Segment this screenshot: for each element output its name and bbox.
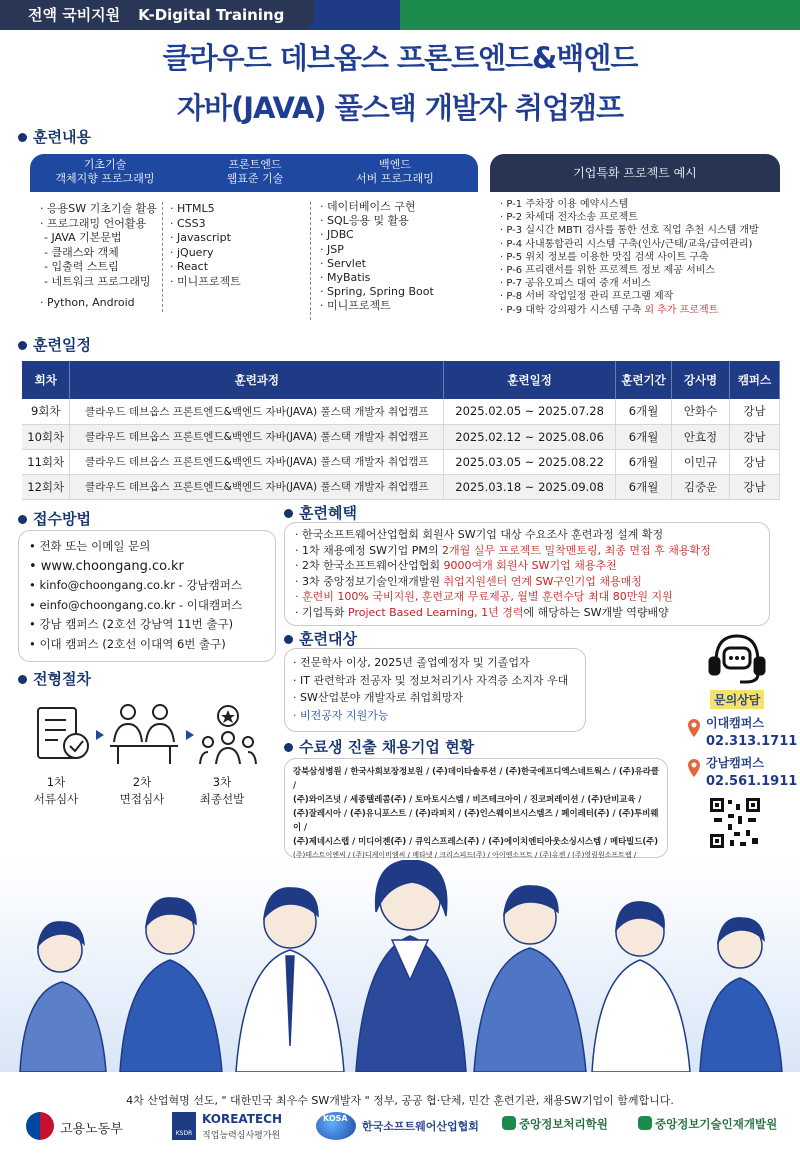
- list-item: · React: [170, 260, 209, 273]
- col1-list: [40, 202, 170, 311]
- cell: 강남: [729, 399, 779, 424]
- list-item: · 미니프로젝트: [320, 299, 391, 313]
- company-line: (주)와이즈넛 / 세종텔레콤(주) / 토마토시스템 / 비즈테크아이 / 진코퍼레이션 / (주)단비교육 /: [293, 794, 642, 804]
- list-item: · MyBatis: [320, 271, 371, 285]
- col2-list: [170, 202, 300, 289]
- apply-item: • 전화 또는 이메일 문의: [29, 539, 151, 553]
- cell: 12회차: [22, 474, 70, 499]
- cell: 강남: [729, 424, 779, 449]
- apply-item: • 이대 캠퍼스 (2호선 이대역 6번 출구): [29, 636, 226, 651]
- list-item: [500, 304, 780, 317]
- highlight: Project Based Learning, 1년 경력: [348, 605, 524, 619]
- target-box: [284, 648, 586, 732]
- company-line: (주)잘레시아 / (주)유니포스트 / (주)라피치 / (주)인스웨이브시스템즈 / 페이레터(주) / (주)투비웨이 /: [293, 808, 659, 832]
- apply-item: • 강남 캠퍼스 (2호선 강남역 11번 출구): [29, 617, 234, 631]
- col-header: 훈련기간: [616, 361, 672, 399]
- list-item: · CSS3: [170, 216, 206, 230]
- email-ewha[interactable]: • einfo@choongang.co.kr - 이대캠퍼스: [29, 597, 243, 612]
- project-list: [500, 198, 780, 317]
- highlight: 2개월 실무 프로젝트 밀착멘토링, 최종 면접 후 채용확정: [441, 543, 711, 557]
- list-item: · 프로그래밍 언어활용: [40, 216, 147, 230]
- location-pin-icon: [686, 718, 702, 738]
- list-item: - 입출력 스트림: [44, 260, 119, 273]
- email-gangnam[interactable]: • kinfo@choongang.co.kr - 강남캠퍼스: [29, 578, 242, 592]
- col1-head-a: 기초기술: [83, 158, 127, 171]
- campus1-label: 이대캠퍼스: [706, 716, 764, 730]
- logo-kosa: KOSA: [323, 1114, 348, 1123]
- cell: 6개월: [616, 449, 672, 474]
- cell: 강남: [729, 474, 779, 499]
- cell: 이민규: [672, 449, 730, 474]
- developers-illustration: [0, 860, 800, 1072]
- project-header: 기업특화 프로젝트 예시: [490, 154, 780, 192]
- table-row: [22, 449, 780, 474]
- selection-icon: [200, 706, 256, 764]
- list-item: - 네트워크 프로그래밍: [44, 274, 151, 288]
- section-companies: 수료생 진출 채용기업 현황: [284, 736, 474, 757]
- table-header-row: [22, 361, 780, 399]
- cell: 11회차: [22, 449, 70, 474]
- ksdr-logo-icon: KSDR: [172, 1112, 196, 1140]
- section-benefit: 훈련혜택: [284, 502, 357, 523]
- logo-koreatech: KOREATECH: [202, 1112, 282, 1126]
- highlight: 9000여개 회원사 SW기업 채용추천: [443, 559, 617, 573]
- cell: 6개월: [616, 424, 672, 449]
- list-item: · P-4 사내통합관리 시스템 구축(인사/근태/교육/급여관리): [500, 238, 753, 250]
- col3-head-b: 서버 프로그래밍: [356, 172, 434, 185]
- cell: 클라우드 데브옵스 프론트엔드&백엔드 자바(JAVA) 풀스택 개발자 취업캠프: [70, 474, 444, 499]
- cell: 6개월: [616, 474, 672, 499]
- list-item: - 클래스와 객체: [44, 245, 119, 259]
- cell: 2025.02.05 ~ 2025.07.28: [444, 399, 616, 424]
- cell: 10회차: [22, 424, 70, 449]
- campus2-label: 강남캠퍼스: [706, 756, 764, 770]
- benefit-item: · 한국소프트웨어산업협회 회원사 SW기업 대상 수요조사 훈련과정 설계 확정: [295, 528, 664, 541]
- col2-head-b: 웹표준 기술: [226, 172, 284, 185]
- top-band-green: [400, 0, 800, 30]
- project-extra: 외 추가 프로젝트: [644, 304, 719, 316]
- company-line: (주)제네시스랩 / 미디어젠(주) / 큐익스프레스(주) / (주)에이치엔티아웃소싱시스템 / 메타빌드(주): [293, 836, 659, 846]
- cell: 2025.03.18 ~ 2025.09.08: [444, 474, 616, 499]
- list-item: · HTML5: [170, 202, 215, 215]
- benefit-item: · 기업특화 Project Based Learning, 1년 경력에 해당하는 SW개발 역량배양: [295, 605, 669, 619]
- target-item: · 전문학사 이상, 2025년 졸업예정자 및 기졸업자: [293, 656, 530, 669]
- cell: 9회차: [22, 399, 70, 424]
- list-item: · P-5 위치 정보를 이용한 맛집 검색 사이트 구축: [500, 251, 709, 263]
- taegeuk-logo-icon: [26, 1112, 54, 1140]
- step3-label: 최종선발: [199, 792, 245, 806]
- choongang-logo-icon: [638, 1116, 652, 1130]
- col2-head-a: 프론트엔드: [228, 158, 282, 171]
- title-line2: 자바(JAVA) 풀스택 개발자 취업캠프: [176, 91, 624, 125]
- document-check-icon: [38, 708, 88, 758]
- table-row: [22, 399, 780, 424]
- section-content: 훈련내용: [18, 126, 91, 147]
- badge-kdt: K-Digital Training: [138, 6, 285, 24]
- website-link[interactable]: • www.choongang.co.kr: [29, 558, 184, 574]
- col1-head-b: 객체지향 프로그래밍: [55, 172, 155, 185]
- divider: [310, 202, 311, 320]
- arrow-icon: [96, 730, 104, 740]
- list-item: · P-7 공유오피스 대여 중개 서비스: [500, 278, 651, 290]
- list-item: · 미니프로젝트: [170, 274, 241, 288]
- process-icons: [28, 700, 278, 770]
- cell: 안화수: [672, 399, 730, 424]
- target-item: · SW산업분야 개발자로 취업희망자: [293, 691, 463, 704]
- benefit-item: · 훈련비 100% 국비지원, 훈련교재 무료제공, 월별 훈련수당 최대 80만원 지원: [295, 590, 673, 604]
- step1-num: 1차: [46, 775, 66, 789]
- list-item: · SQL응용 및 활용: [320, 214, 409, 228]
- list-item: · 데이터베이스 구현: [320, 200, 416, 213]
- list-item: · P-8 서버 작업일정 관리 프로그램 제작: [500, 291, 674, 303]
- logo-moel: 고용노동부: [60, 1122, 123, 1137]
- benefit-item: · 1차 채용예정 SW기업 PM의 2개월 실무 프로젝트 밀착멘토링, 최종 면접 후 채용확정: [295, 543, 711, 557]
- list-item: · 응용SW 기초기술 활용: [40, 202, 157, 215]
- col-header: 훈련과정: [70, 361, 444, 399]
- companies-box: [284, 758, 668, 858]
- cell: 2025.03.05 ~ 2025.08.22: [444, 449, 616, 474]
- step2-num: 2차: [132, 775, 152, 789]
- divider: [162, 202, 163, 312]
- title-line1: 클라우드 데브옵스 프론트엔드&백엔드: [162, 41, 638, 75]
- list-item: · JSP: [320, 242, 344, 256]
- cell: 김중운: [672, 474, 730, 499]
- choongang-logo-icon: [502, 1116, 516, 1130]
- col-header: 회차: [22, 361, 70, 399]
- logo-choongang-institute: 중앙정보기술인재개발원: [655, 1117, 778, 1131]
- logo-ksdr-text: 직업능력심사평가원: [202, 1131, 281, 1141]
- arrow-icon: [186, 730, 194, 740]
- interview-icon: [110, 705, 178, 764]
- phone2[interactable]: 02.561.1911: [706, 774, 798, 789]
- logo-choongang-academy: 중앙정보처리학원: [519, 1117, 608, 1131]
- list-item: · Python, Android: [40, 296, 135, 309]
- list-item: · P-6 프리랜서를 위한 프로젝트 정보 제공 서비스: [500, 265, 716, 277]
- section-process: 전형절차: [18, 668, 91, 689]
- funding-badge: [0, 0, 314, 30]
- step1-label: 서류심사: [33, 792, 79, 806]
- list-item: · Spring, Spring Boot: [320, 285, 434, 299]
- col-header: 강사명: [672, 361, 730, 399]
- step2-label: 면접심사: [119, 792, 165, 806]
- spacer: [40, 289, 170, 296]
- badge-free: 전액 국비지원: [28, 6, 121, 24]
- qr-code-icon[interactable]: [708, 796, 762, 850]
- list-item: · Javascript: [170, 231, 231, 244]
- target-item: · IT 관련학과 전공자 및 정보처리기사 자격증 소지자 우대: [293, 673, 569, 687]
- benefit-item: · 3차 중앙정보기술인재개발원 취업지원센터 연계 SW구인기업 채용매칭: [295, 574, 642, 588]
- target-item: · 비전공자 지원가능: [293, 708, 389, 722]
- list-item: · Servlet: [320, 256, 366, 270]
- apply-box: [18, 530, 276, 662]
- col3-head-a: 백엔드: [379, 158, 411, 171]
- cell: 클라우드 데브옵스 프론트엔드&백엔드 자바(JAVA) 풀스택 개발자 취업캠프: [70, 399, 444, 424]
- highlight: 취업지원센터 연계 SW구인기업 채용매칭: [443, 574, 642, 588]
- list-item: - JAVA 기본문법: [44, 231, 122, 244]
- col-header: 캠퍼스: [729, 361, 779, 399]
- company-line: 강북삼성병원 / 한국사회보장정보원 / (주)데이타솔루션 / (주)한국에프디엑스네트웍스 / (주)유라클 /: [293, 766, 659, 790]
- location-pin-icon: [686, 758, 702, 778]
- list-item: · JDBC: [320, 228, 354, 242]
- table-row: [22, 424, 780, 449]
- footer-slogan: 4차 산업혁명 선도, " 대한민국 최우수 SW개발자 " 정부, 공공 협·단체, 민간 훈련기관, 채용SW기업이 함께합니다.: [126, 1094, 674, 1107]
- section-target: 훈련대상: [284, 628, 357, 649]
- project-9: · P-9 대학 강의평가 시스템 구축: [500, 304, 642, 316]
- col-header: 훈련일정: [444, 361, 616, 399]
- cell: 클라우드 데브옵스 프론트엔드&백엔드 자바(JAVA) 풀스택 개발자 취업캠프: [70, 424, 444, 449]
- cell: 안효정: [672, 424, 730, 449]
- col3-list: [320, 200, 480, 314]
- table-row: [22, 474, 780, 499]
- logo-kosa-name: 한국소프트웨어산업협회: [362, 1120, 479, 1133]
- step3-num: 3차: [212, 775, 232, 789]
- cell: 2025.02.12 ~ 2025.08.06: [444, 424, 616, 449]
- list-item: · P-1 주차장 이용 예약시스템: [500, 199, 629, 210]
- list-item: · jQuery: [170, 245, 214, 259]
- benefit-item: · 2차 한국소프트웨어산업협회 9000여개 회원사 SW기업 채용추천: [295, 559, 617, 573]
- contact-label: 문의상담: [710, 690, 764, 709]
- list-item: · P-3 실시간 MBTI 검사를 통한 선호 직업 추천 시스템 개발: [500, 225, 759, 237]
- schedule-table: [22, 361, 780, 500]
- phone1[interactable]: 02.313.1711: [706, 734, 798, 749]
- headset-icon: [706, 630, 768, 686]
- section-schedule: 훈련일정: [18, 334, 91, 355]
- benefit-box: [284, 522, 770, 626]
- company-line: (주)테스트이엔씨 / (주)디케이비엠씨 / 메타넷 / 크리스피드(주) / 아이엔소프트 / (주)유젠 / (주)영림원소프트랩 /: [293, 851, 637, 859]
- cell: 클라우드 데브옵스 프론트엔드&백엔드 자바(JAVA) 풀스택 개발자 취업캠프: [70, 449, 444, 474]
- section-apply: 접수방법: [18, 508, 91, 529]
- cell: 강남: [729, 449, 779, 474]
- list-item: · P-2 차세대 전자소송 프로젝트: [500, 212, 638, 224]
- content-header: [30, 154, 478, 192]
- cell: 6개월: [616, 399, 672, 424]
